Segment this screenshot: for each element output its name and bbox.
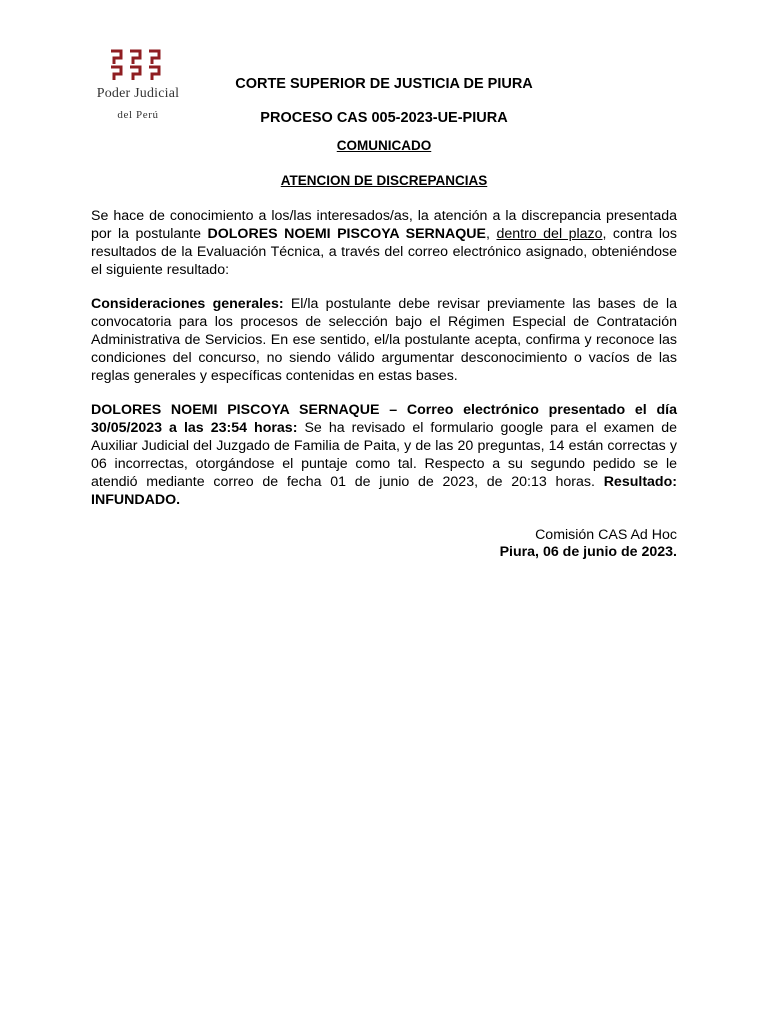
committee-signature: Comisión CAS Ad Hoc [535,527,677,543]
discrepancy-result-paragraph [91,401,677,509]
poder-judicial-emblem-icon [108,48,164,82]
discrepancy-label: DOLORES NOEMI PISCOYA SERNAQUE – Correo electrónico presentado el día 30/05/2023 a las 23:54 horas: [91,402,677,436]
subject-heading: ATENCION DE DISCREPANCIAS [280,173,488,188]
within-deadline-text: dentro del plazo [496,226,603,242]
general-considerations-label: Consideraciones generales: [91,296,284,312]
intro-text-b: , [486,226,497,242]
notice-heading: COMUNICADO [336,138,432,153]
court-title: CORTE SUPERIOR DE JUSTICIA DE PIURA [235,76,533,92]
result-text: Resultado: INFUNDADO. [91,474,677,508]
place-date: Piura, 06 de junio de 2023. [499,544,677,560]
intro-paragraph [91,207,677,279]
intro-text-a: Se hace de conocimiento a los/las interesados/as, la atención a la discrepancia presentada por la postulante [91,208,677,242]
discrepancy-text: Se ha revisado el formulario google para el examen de Auxiliar Judicial del Juzgado de Familia de Paita, y de las 20 preguntas, 14 están correctas y 06 incorrectas, otorgándose el puntaje como tal. Respecto a su segundo pedido se le atendió mediante correo de fecha 01 de junio de 2023, de 20:13 horas. [91,420,677,490]
general-considerations-text: El/la postulante debe revisar previamente las bases de la convocatoria para los procesos de selección bajo el Régimen Especial de Contratación Administrativa de Servicios. En ese sentido, el/la postulante acepta, confirma y reconoce las condiciones del concurso, no siendo válido argumentar desconocimiento o vacíos de las reglas generales y específicas contenidas en estas bases. [91,296,677,384]
intro-text-c: , contra los resultados de la Evaluación Técnica, a través del correo electrónico asignado, obteniéndose el siguiente resultado: [91,226,677,278]
logo-text-poder-judicial: Poder Judicial [96,86,180,101]
poder-judicial-logo [92,46,184,128]
general-considerations-paragraph [91,295,677,385]
process-title: PROCESO CAS 005-2023-UE-PIURA [260,110,508,126]
applicant-name: DOLORES NOEMI PISCOYA SERNAQUE [207,226,487,242]
logo-text-del-peru: del Perú [117,109,159,121]
